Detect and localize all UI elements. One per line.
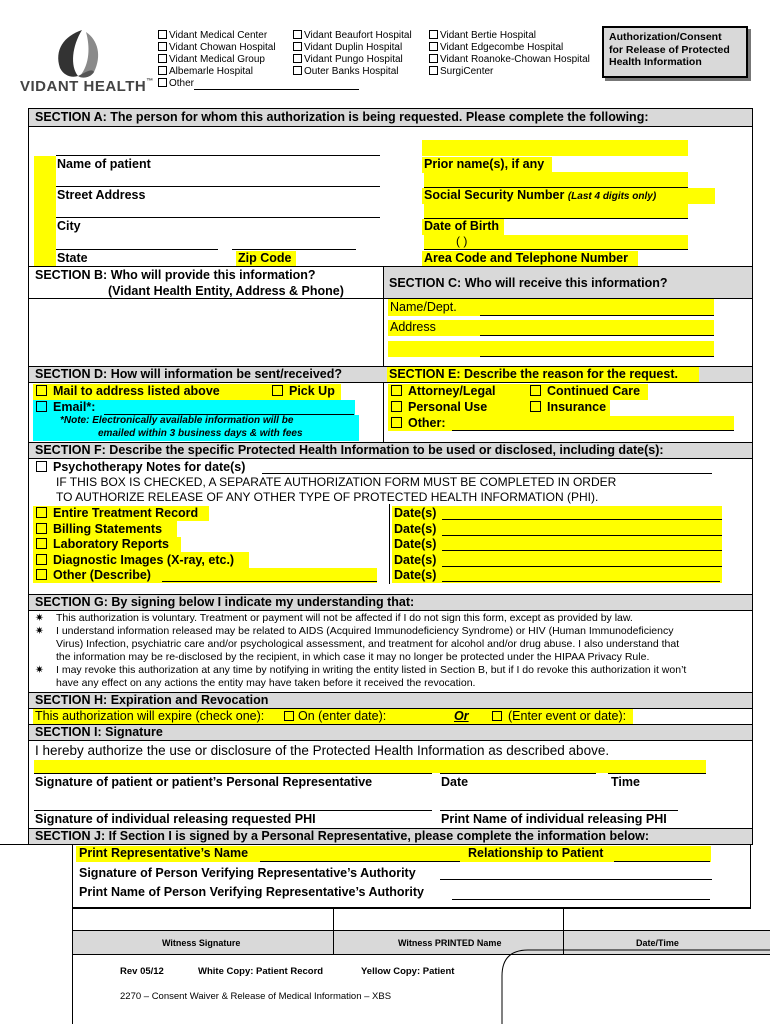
facility-checkbox[interactable]: Vidant Roanoke-Chowan Hospital <box>429 54 590 66</box>
checkbox-icon[interactable] <box>429 30 438 39</box>
pickup-option[interactable]: Pick Up <box>272 384 335 398</box>
checkbox-icon[interactable] <box>293 42 302 51</box>
psychotherapy-notice-line1: IF THIS BOX IS CHECKED, A SEPARATE AUTHORIZATION FORM MUST BE COMPLETED IN ORDER <box>56 475 617 489</box>
checkbox-icon[interactable] <box>158 42 167 51</box>
phi-item-option[interactable]: Other (Describe) <box>36 568 234 584</box>
witness-printed-label: Witness PRINTED Name <box>398 938 502 948</box>
facility-checkbox[interactable]: Vidant Edgecombe Hospital <box>429 42 590 54</box>
checkbox-icon[interactable] <box>36 385 47 396</box>
print-representative-label: Print Representative’s Name <box>79 846 249 860</box>
vidant-logo <box>20 28 154 98</box>
facility-checkbox[interactable]: Albemarle Hospital <box>158 66 359 78</box>
checkbox-icon[interactable] <box>492 711 502 721</box>
section-g-heading: SECTION G: By signing below I indicate my understanding that: <box>35 595 415 609</box>
city-label: City <box>57 219 81 233</box>
date-label: Date <box>441 775 469 789</box>
section-a-heading: SECTION A: The person for whom this authorization is being requested. Please complete the following: <box>35 110 649 124</box>
logo-leaf-icon <box>20 28 150 80</box>
checkbox-icon[interactable] <box>391 401 402 412</box>
signature-verifying-label: Signature of Person Verifying Representative’s Authority <box>79 866 416 880</box>
attorney-option[interactable]: Attorney/Legal <box>391 384 496 398</box>
checkbox-icon[interactable] <box>158 30 167 39</box>
section-h-heading: SECTION H: Expiration and Revocation <box>35 693 269 707</box>
insurance-option[interactable]: Insurance <box>530 400 606 414</box>
section-e-heading: SECTION E: Describe the reason for the request. <box>389 367 678 381</box>
ssn-note: (Last 4 digits only) <box>567 191 657 202</box>
understanding-item-cont: have any effect on any actions the entity may have taken before it received the revocation. <box>56 677 476 689</box>
checkbox-icon[interactable] <box>158 78 167 87</box>
checkbox-icon[interactable] <box>158 66 167 75</box>
yellow-copy-label: Yellow Copy: Patient <box>361 966 455 977</box>
phi-item-option[interactable]: Laboratory Reports <box>36 537 234 553</box>
expiration-text: This authorization will expire (check one): <box>35 709 265 723</box>
expire-on-option[interactable]: On (enter date): <box>284 709 386 723</box>
section-i-heading: SECTION I: Signature <box>35 725 163 739</box>
white-copy-label: White Copy: Patient Record <box>198 966 324 977</box>
ssn-label: Social Security Number (Last 4 digits only) <box>424 188 657 202</box>
understanding-item-cont: the information may be re-disclosed by the recipient, in which case it may no longer be protected under the HIPAA Privacy Rule. <box>56 651 650 663</box>
logo-brand: VIDANT HEALTH <box>20 78 147 95</box>
checkbox-icon[interactable] <box>36 507 47 518</box>
checkbox-icon[interactable] <box>284 711 294 721</box>
understanding-item-cont: Virus) Infection, psychiatric care and/or psychological assessment, and treatment for alcohol and/or drug abuse. I also understand that <box>56 638 680 650</box>
facility-checkbox[interactable]: Vidant Beaufort Hospital <box>293 30 412 42</box>
form-title-line: Authorization/Consent <box>609 31 722 43</box>
bullet-icon: ✷ <box>35 664 44 676</box>
witness-signature-label: Witness Signature <box>162 938 241 948</box>
address-label: Address <box>390 320 436 334</box>
bullet-icon: ✷ <box>35 612 44 624</box>
form-title-line: Health Information <box>609 56 702 68</box>
continued-care-option[interactable]: Continued Care <box>530 384 640 398</box>
section-b-input[interactable] <box>29 299 383 366</box>
section-f-heading: SECTION F: Describe the specific Protected Health Information to be used or disclosed, including date(s): <box>35 443 664 457</box>
checkbox-icon[interactable] <box>36 401 47 412</box>
checkbox-icon[interactable] <box>429 54 438 63</box>
dates-label: Date(s) <box>394 568 437 582</box>
checkbox-icon[interactable] <box>429 66 438 75</box>
psychotherapy-notice-line2: TO AUTHORIZE RELEASE OF ANY OTHER TYPE OF PROTECTED HEALTH INFORMATION (PHI). <box>56 490 599 504</box>
area-code-phone-label: Area Code and Telephone Number <box>424 251 628 265</box>
form-title-box <box>602 26 748 78</box>
facility-checkbox[interactable]: Outer Banks Hospital <box>293 66 412 78</box>
dates-label: Date(s) <box>394 552 437 567</box>
signature-releasing-label: Signature of individual releasing requested PHI <box>35 812 316 826</box>
phi-item-option[interactable]: Entire Treatment Record <box>36 506 234 522</box>
state-label: State <box>57 251 88 265</box>
checkbox-icon[interactable] <box>530 385 541 396</box>
phi-item-option[interactable]: Billing Statements <box>36 522 234 538</box>
checkbox-icon[interactable] <box>293 30 302 39</box>
zip-label: Zip Code <box>238 251 292 265</box>
signature-patient-label: Signature of patient or patient’s Personal Representative <box>35 775 373 789</box>
mail-option[interactable]: Mail to address listed above <box>36 384 220 398</box>
facility-list-col3 <box>429 30 590 78</box>
dates-label: Date(s) <box>394 537 437 551</box>
section-b-heading: SECTION B: Who will provide this information? <box>35 268 316 282</box>
print-releasing-label: Print Name of individual releasing PHI <box>441 812 667 826</box>
witness-signature-cell[interactable] <box>73 909 750 930</box>
facility-checkbox[interactable]: Vidant Medical Group <box>158 54 359 66</box>
checkbox-icon[interactable] <box>391 417 402 428</box>
understanding-item: This authorization is voluntary. Treatment or payment will not be affected if I do not sign this form, except as provided by law. <box>56 612 633 624</box>
other-reason-option[interactable]: Other: <box>391 416 446 430</box>
psychotherapy-option[interactable]: Psychotherapy Notes for date(s) <box>36 460 245 474</box>
understanding-item: I understand information released may be related to AIDS (Acquired Immunodeficiency Syndrome) or HIV (Human Immunodeficiency <box>56 625 674 637</box>
section-c-heading: SECTION C: Who will receive this information? <box>389 276 668 290</box>
section-d-heading: SECTION D: How will information be sent/received? <box>35 367 342 381</box>
facility-checkbox[interactable]: Vidant Medical Center <box>158 30 359 42</box>
dob-label: Date of Birth <box>424 219 499 233</box>
dates-label: Date(s) <box>394 521 437 536</box>
bullet-icon: ✷ <box>35 625 44 637</box>
dates-label: Date(s) <box>394 506 437 520</box>
facility-checkbox[interactable]: Vidant Duplin Hospital <box>293 42 412 54</box>
section-j-heading: SECTION J: If Section I is signed by a Personal Representative, please complete the information below: <box>35 829 650 843</box>
understanding-item: I may revoke this authorization at any time by notifying in writing the entity listed in Section B, but if I do revoke this authorization it won’t <box>56 664 687 676</box>
checkbox-icon[interactable] <box>272 385 283 396</box>
label-area-outline <box>500 946 770 1024</box>
checkbox-icon[interactable] <box>429 42 438 51</box>
personal-use-option[interactable]: Personal Use <box>391 400 487 414</box>
expire-event-option[interactable]: (Enter event or date): <box>492 709 626 723</box>
email-option[interactable]: Email*: <box>36 400 95 414</box>
or-label: Or <box>454 709 469 723</box>
facility-checkbox-other[interactable]: Other <box>158 78 359 90</box>
email-note-line1: *Note: Electronically available information will be <box>60 415 294 426</box>
witness-datetime-label: Date/Time <box>636 938 679 948</box>
checkbox-icon[interactable] <box>391 385 402 396</box>
logo-tm: ™ <box>146 78 154 85</box>
checkbox-icon[interactable] <box>293 54 302 63</box>
facility-checkbox[interactable]: Vidant Pungo Hospital <box>293 54 412 66</box>
facility-checkbox[interactable]: SurgiCenter <box>429 66 590 78</box>
checkbox-icon[interactable] <box>36 461 47 472</box>
phi-item-option[interactable]: Diagnostic Images (X-ray, etc.) <box>36 553 234 569</box>
facility-list-col2 <box>293 30 412 78</box>
dates-column <box>394 506 436 584</box>
checkbox-icon[interactable] <box>36 569 47 580</box>
name-dept-label: Name/Dept. <box>390 300 457 314</box>
facility-checkbox[interactable]: Vidant Bertie Hospital <box>429 30 590 42</box>
email-note-line2: emailed within 3 business days & with fees <box>98 428 303 439</box>
name-of-patient-label: Name of patient <box>57 157 151 171</box>
checkbox-icon[interactable] <box>530 401 541 412</box>
phi-items-list <box>36 506 234 584</box>
street-address-label: Street Address <box>57 188 146 202</box>
checkbox-icon[interactable] <box>36 554 47 565</box>
checkbox-icon[interactable] <box>158 54 167 63</box>
section-b-subheading: (Vidant Health Entity, Address & Phone) <box>108 284 344 298</box>
revision-label: Rev 05/12 <box>120 966 164 977</box>
checkbox-icon[interactable] <box>36 523 47 534</box>
relationship-label: Relationship to Patient <box>468 846 604 860</box>
checkbox-icon[interactable] <box>36 538 47 549</box>
authorization-statement: I hereby authorize the use or disclosure of the Protected Health Information as described above. <box>35 743 610 758</box>
form-id-label: 2270 – Consent Waiver & Release of Medical Information – XBS <box>120 991 392 1002</box>
checkbox-icon[interactable] <box>293 66 302 75</box>
form-title-line: for Release of Protected <box>609 43 730 56</box>
print-verifying-label: Print Name of Person Verifying Representative’s Authority <box>79 885 424 899</box>
facility-checkbox[interactable]: Vidant Chowan Hospital <box>158 42 359 54</box>
time-label: Time <box>611 775 640 789</box>
prior-names-label: Prior name(s), if any <box>424 157 545 171</box>
phone-parens: ( ) <box>456 234 468 248</box>
